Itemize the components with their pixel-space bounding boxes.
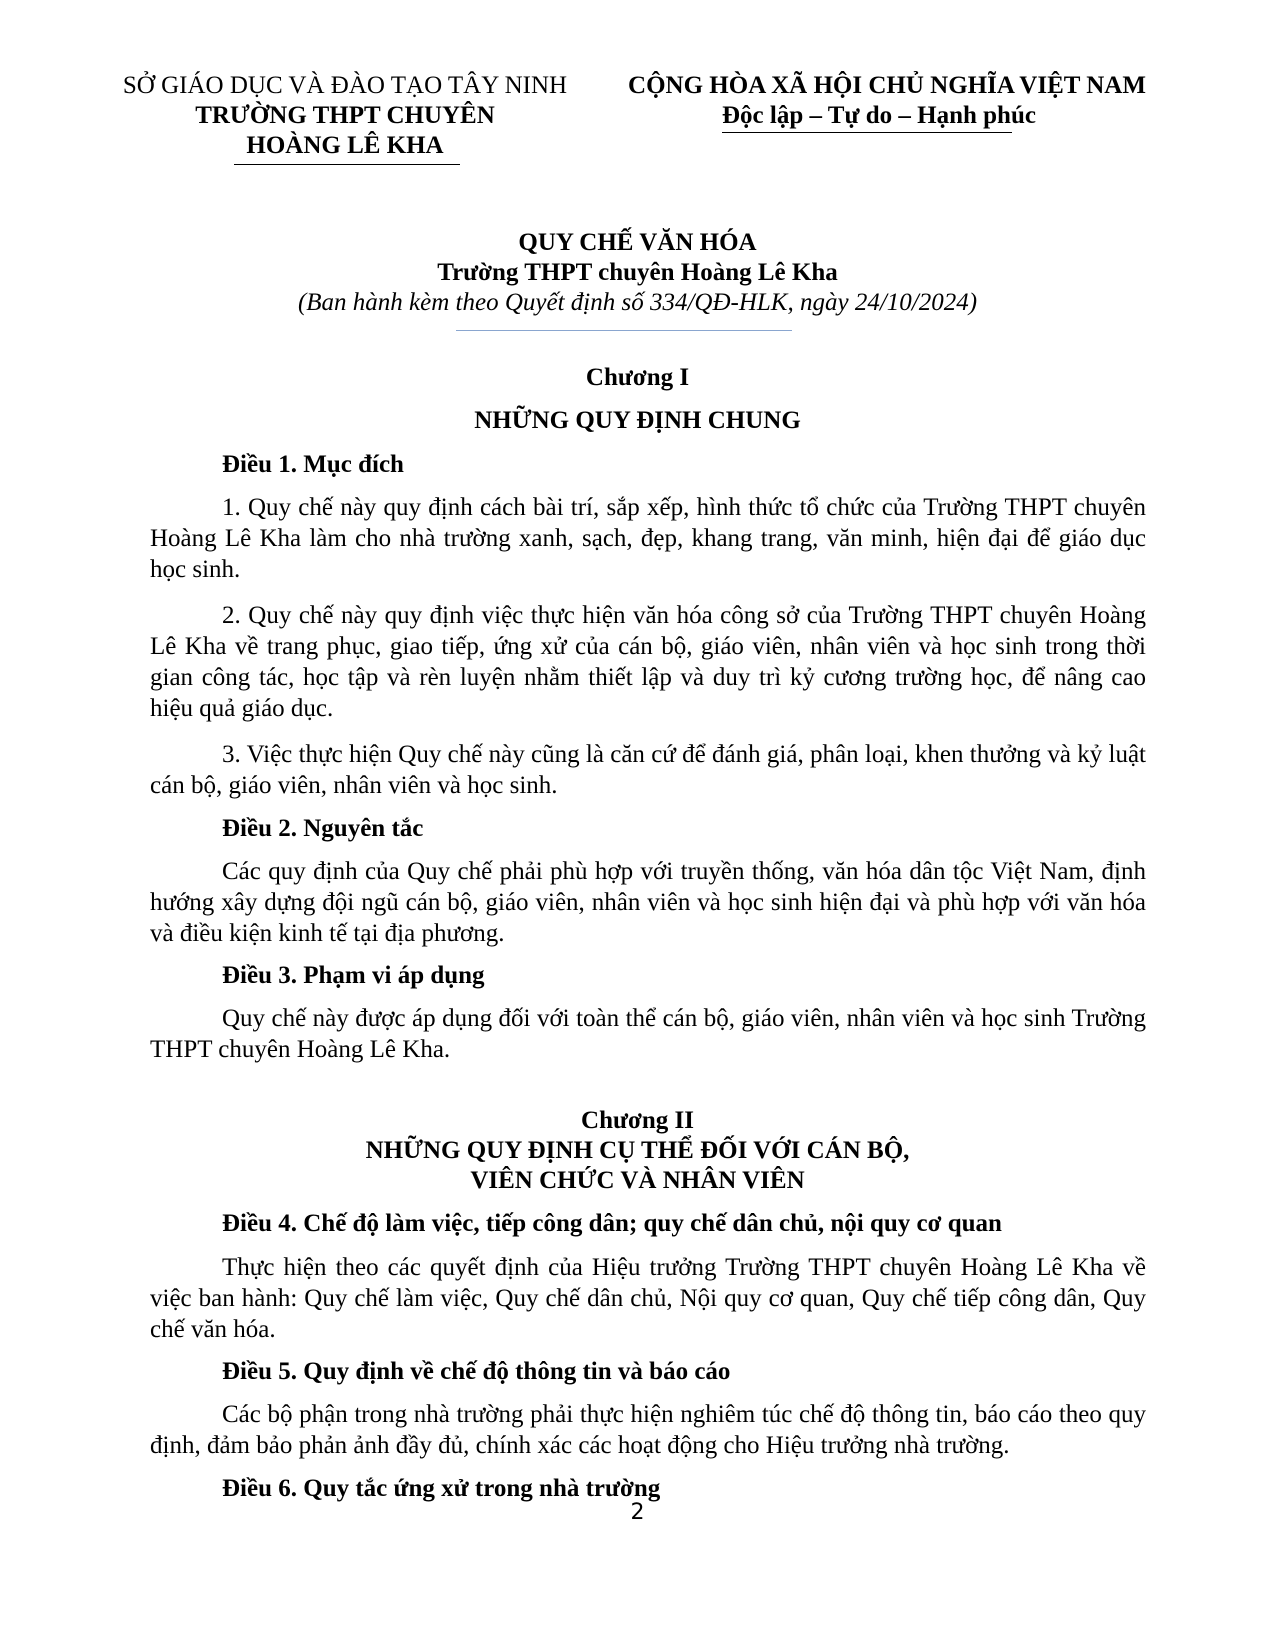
school-name-line2: HOÀNG LÊ KHA: [246, 132, 444, 159]
article-4-paragraph-1: Thực hiện theo các quyết định của Hiệu trưởng Trường THPT chuyên Hoàng Lê Kha về việc ban hành: Quy chế làm việc, Quy chế dân chủ, Nội quy cơ quan, Quy chế tiếp công dân, Quy chế văn hóa.: [150, 1254, 1146, 1343]
document-title: QUY CHẾ VĂN HÓA: [518, 229, 757, 256]
article-2-heading: Điều 2. Nguyên tắc: [222, 815, 424, 842]
chapter-1-label: Chương I: [585, 364, 690, 391]
article-1-heading: Điều 1. Mục đích: [222, 451, 404, 478]
document-subtitle: Trường THPT chuyên Hoàng Lê Kha: [437, 259, 838, 286]
article-2-paragraph-1: Các quy định của Quy chế phải phù hợp với truyền thống, văn hóa dân tộc Việt Nam, định hướng xây dựng đội ngũ cán bộ, giáo viên, nhân viên và học sinh hiện đại và phù hợp với văn hóa và điều kiện kinh tế tại địa phương.: [150, 858, 1146, 947]
department-name: SỞ GIÁO DỤC VÀ ĐÀO TẠO TÂY NINH: [122, 72, 568, 99]
article-1-paragraph-1: 1. Quy chế này quy định cách bài trí, sắp xếp, hình thức tổ chức của Trường THPT chuyên Hoàng Lê Kha làm cho nhà trường xanh, sạch, đẹp, khang trang, văn minh, hiện đại để giáo dục học sinh.: [150, 494, 1146, 583]
document-issued-note: (Ban hành kèm theo Quyết định số 334/QĐ-HLK, ngày 24/10/2024): [297, 289, 978, 316]
header-left-underline: [234, 164, 460, 165]
page-number: 2: [630, 1500, 645, 1525]
chapter-2-title-line1: NHỮNG QUY ĐỊNH CỤ THỂ ĐỐI VỚI CÁN BỘ,: [365, 1137, 910, 1164]
article-1-paragraph-3: 3. Việc thực hiện Quy chế này cũng là căn cứ để đánh giá, phân loại, khen thưởng và kỷ luật cán bộ, giáo viên, nhân viên và học sinh.: [150, 741, 1146, 799]
national-title: CỘNG HÒA XÃ HỘI CHỦ NGHĨA VIỆT NAM: [628, 72, 1146, 99]
article-3-paragraph-1: Quy chế này được áp dụng đối với toàn thể cán bộ, giáo viên, nhân viên và học sinh Trường THPT chuyên Hoàng Lê Kha.: [150, 1005, 1146, 1063]
article-6-heading: Điều 6. Quy tắc ứng xử trong nhà trường: [222, 1475, 661, 1502]
article-5-heading: Điều 5. Quy định về chế độ thông tin và báo cáo: [222, 1358, 731, 1385]
article-4-heading: Điều 4. Chế độ làm việc, tiếp công dân; quy chế dân chủ, nội quy cơ quan: [222, 1210, 1002, 1237]
header-right-underline: [722, 132, 1012, 133]
chapter-2-title-line2: VIÊN CHỨC VÀ NHÂN VIÊN: [470, 1167, 805, 1194]
chapter-2-label: Chương II: [581, 1107, 694, 1134]
title-divider: [456, 330, 792, 331]
article-3-heading: Điều 3. Phạm vi áp dụng: [222, 962, 485, 989]
article-5-paragraph-1: Các bộ phận trong nhà trường phải thực hiện nghiêm túc chế độ thông tin, báo cáo theo quy định, đảm bảo phản ảnh đầy đủ, chính xác các hoạt động cho Hiệu trưởng nhà trường.: [150, 1401, 1146, 1459]
chapter-1-title: NHỮNG QUY ĐỊNH CHUNG: [474, 407, 801, 434]
national-motto: Độc lập – Tự do – Hạnh phúc: [722, 102, 1036, 129]
article-1-paragraph-2: 2. Quy chế này quy định việc thực hiện văn hóa công sở của Trường THPT chuyên Hoàng Lê Kha về trang phục, giao tiếp, ứng xử của cán bộ, giáo viên, nhân viên và học sinh trong thời gian công tác, học tập và rèn luyện nhằm thiết lập và duy trì kỷ cương trường học, để nâng cao hiệu quả giáo dục.: [150, 602, 1146, 722]
school-name-line1: TRƯỜNG THPT CHUYÊN: [195, 102, 495, 129]
